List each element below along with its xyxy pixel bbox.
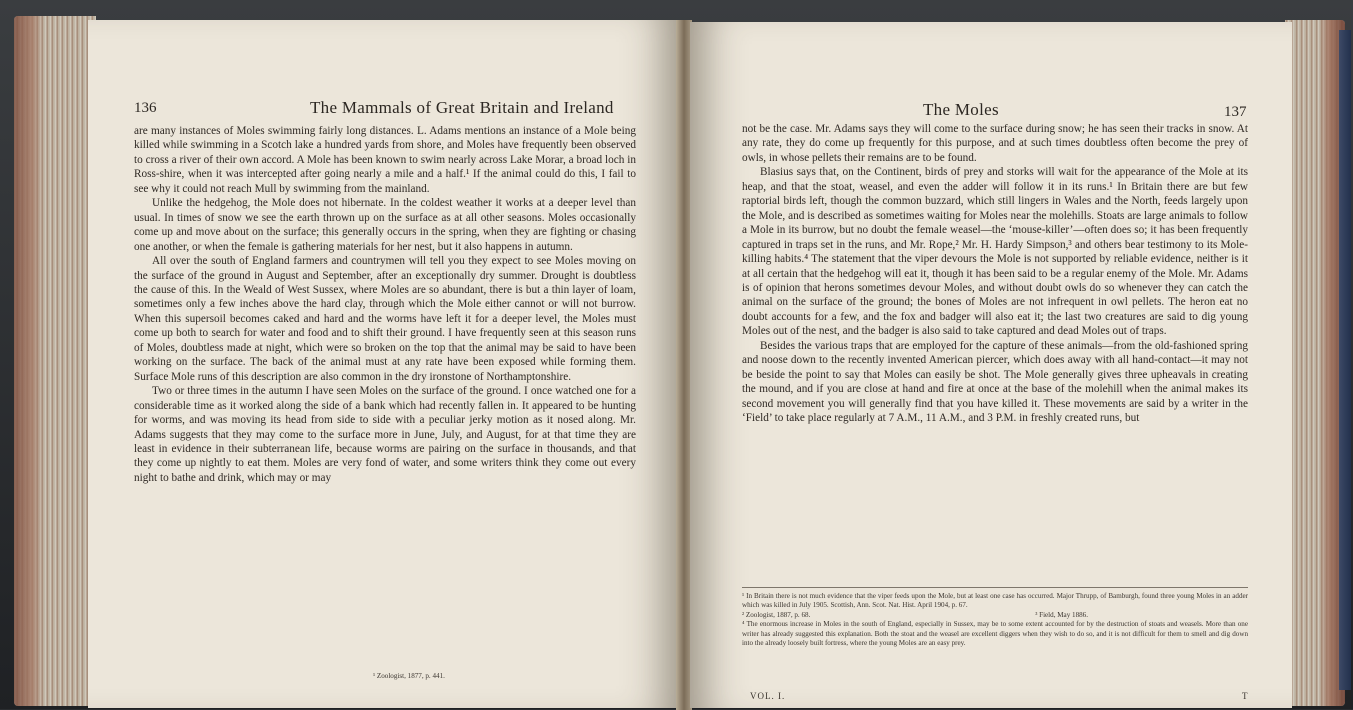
left-footnote: ¹ Zoologist, 1877, p. 441. xyxy=(373,672,445,680)
paragraph: All over the south of England farmers and countrymen will tell you they expect to see Moles moving on the surface of the ground in August and September, after an exceptionally dry summer. Drought is doubtless the cause of this. In the Weald of West Sussex, where Moles are so abundant, there is but a thin layer of loam, sometimes only a few inches above the hard clay, through which the Mole either cannot or will not burrow. When this supersoil becomes caked and hard and the worms have left it for a deeper level, the Moles must come up both to search for water and food and to shift their ground. I have frequently seen at this season runs of Moles, doubtless made at night, which were so broken on the top that the animal may be said to have been working on the surface. The back of the animal must at any rate have been exposed while forming them. Surface Mole runs of this description are also common in the dry ironstone of Northamptonshire. xyxy=(134,255,636,383)
volume-signature: VOL. I. xyxy=(750,691,786,701)
book-cover-edge xyxy=(1339,30,1351,690)
signature-mark: T xyxy=(1242,691,1248,701)
page-number: 137 xyxy=(1224,104,1247,120)
paragraph: Two or three times in the autumn I have seen Moles on the surface of the ground. I once watched one for a considerable time as it worked along the side of a bank which had recently fallen in. It appeared to be hunting for worms, and was moving its head from side to side with a peculiar jerky motion as it nosed along. Mr. Adams suggests that they may come to the surface more in June, July, and August, for at that time they are least in evidence in their subterranean life, because worms are pairing on the surface in thousands, and that they come up nightly to eat them. Moles are very fond of water, and some writers think they come out every night to bathe and drink, which may or may xyxy=(134,385,636,484)
footnote: ³ Field, May 1886. xyxy=(1035,610,1088,619)
right-footnotes xyxy=(742,592,1248,648)
page-number: 136 xyxy=(134,100,157,116)
paragraph: not be the case. Mr. Adams says they will come to the surface during snow; he has seen their tracks in snow. At any rate, they do come up frequently for this purpose, and at such times doubtless often become the prey of owls, in whose pellets their remains are to be found. xyxy=(742,123,1248,164)
footnote: ¹ In Britain there is not much evidence that the viper feeds upon the Mole, but at least one case has occurred. Major Thrupp, of Bamburgh, found three young Moles in an adder which was killed in July 1905. Scottish, Ann. Scot. Nat. Hist. April 1904, p. 67. xyxy=(742,592,1248,610)
footnote: ⁴ The enormous increase in Moles in the south of England, especially in Sussex, may be to some extent accounted for by the destruction of stoats and weasels. More than one writer has already suggested this explanation. Both the stoat and the weasel are excellent diggers when they wish to do so, and it is not difficult for them to smell and dig down into the already loosely built fortress, where the young Moles are an easy prey. xyxy=(742,620,1248,648)
paragraph: Blasius says that, on the Continent, birds of prey and storks will wait for the appearance of the Mole at its heap, and that the stoat, weasel, and even the adder will follow it in its runs.¹ In Britain there are but few raptorial birds left, though the common buzzard, which still lingers in Wales and the North, feeds largely upon the Mole, and is described as sometimes waiting for Moles near the molehills. Stoats are large animals to follow a Mole in its burrow, but no doubt the female weasel—the ‘mouse-killer’—often does so; it has been frequently captured in traps set in the runs, and Mr. Rope,² Mr. H. Hardy Simpson,³ and others bear testimony to its Mole-killing habits.⁴ The statement that the viper devours the Mole is not supported by reliable evidence, neither is it at all certain that the hedgehog will eat it, though it has been said to be a regular enemy of the Mole. Mr. Adams is of opinion that herons sometimes devour Moles, and without doubt owls do so whenever they can catch the animal on the surface of the ground; the bones of Moles are not infrequent in owl pellets. The heron eat no doubt accounts for a few, and the fox and badger will also eat it; the last two creatures are said to dig young Moles out of the nest, and the badger is also said to take captured and dead Moles out of traps. xyxy=(742,166,1248,338)
left-page-edges xyxy=(14,16,96,706)
right-body-text xyxy=(742,122,1248,426)
left-body-text xyxy=(134,124,636,485)
paragraph: Unlike the hedgehog, the Mole does not hibernate. In the coldest weather it works at a deeper level than usual. In times of snow we see the earth thrown up on the surface as at all other seasons. Moles occasionally come up and move about on the surface; this generally occurs in the spring, when they are fighting or chasing one another, or when the female is gathering materials for her nest, but it also happens in autumn. xyxy=(134,197,636,253)
right-page-edges xyxy=(1285,20,1345,706)
left-page xyxy=(88,20,678,708)
right-page xyxy=(690,22,1292,708)
footnote: ² Zoologist, 1887, p. 68. xyxy=(742,610,811,619)
running-head: The Mammals of Great Britain and Ireland xyxy=(310,98,614,117)
paragraph: Besides the various traps that are employed for the capture of these animals—from the old-fashioned spring and noose down to the recently invented American piercer, which does away with all hand-contact—it may not be beside the point to say that Moles can easily be shot. The Mole generally gives three upheavals in creating the mound, and if you are close at hand and fire at once at the base of the molehill when the animal makes its second movement you will generally find that you have killed it. These movements are said by a writer in the ‘Field’ to take place regularly at 7 A.M., 11 A.M., and 3 P.M. in freshly created runs, but xyxy=(742,339,1248,425)
running-head: The Moles xyxy=(923,100,999,119)
footnote-row xyxy=(742,611,1248,620)
footnote-rule xyxy=(742,587,1248,588)
paragraph: are many instances of Moles swimming fairly long distances. L. Adams mentions an instance of a Mole being killed while swimming in a Scotch lake a hundred yards from shore, and Moles have frequently been observed to cross a river of their own accord. A Mole has been known to swim nearly across Lake Morar, a broad loch in Ross-shire, when it was intercepted after going nearly a mile and a half.¹ If the animal could do this, I fail to see why it could not reach Mull by swimming from the mainland. xyxy=(134,125,636,195)
